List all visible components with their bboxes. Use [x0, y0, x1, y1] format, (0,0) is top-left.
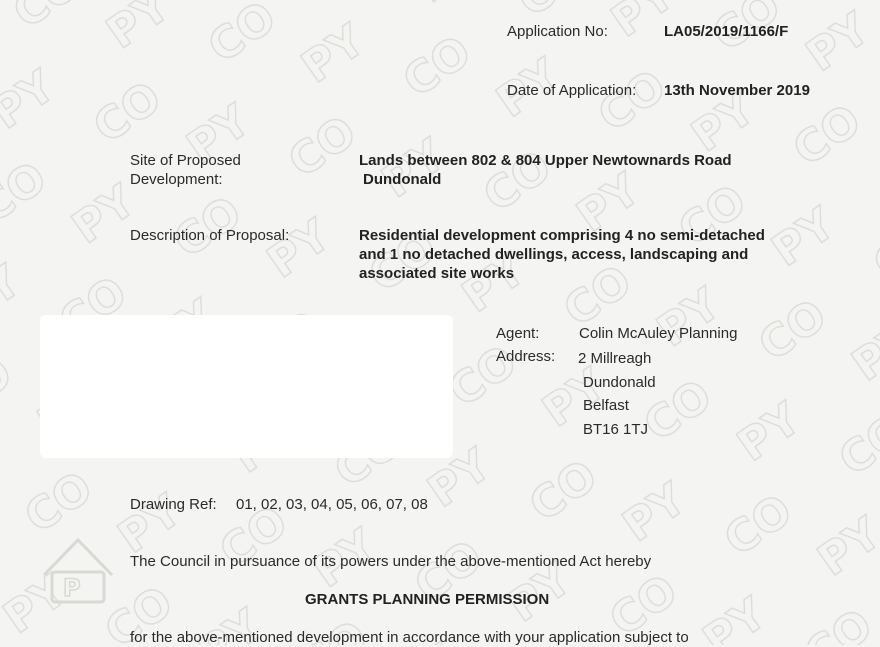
application-no-value: LA05/2019/1166/F	[664, 23, 789, 40]
address-value	[578, 347, 656, 441]
date-of-application-value: 13th November 2019	[664, 82, 810, 99]
proposal-line: and 1 no detached dwellings, access, landscaping and	[359, 246, 749, 263]
agent-value: Colin McAuley Planning	[579, 325, 738, 342]
application-no-label: Application No:	[507, 23, 608, 40]
address-line: Belfast	[583, 397, 629, 414]
site-label-line: Site of Proposed	[130, 152, 241, 169]
redacted-applicant-box	[40, 315, 453, 458]
drawing-ref-label: Drawing Ref:	[130, 496, 217, 513]
site-value-line: Lands between 802 & 804 Upper Newtownards Road	[359, 152, 732, 169]
date-of-application-label: Date of Application:	[507, 82, 637, 99]
site-value-line: Dundonald	[363, 171, 442, 188]
address-line: Dundonald	[583, 373, 656, 391]
proposal-line: associated site works	[359, 265, 515, 282]
proposal-line: Residential development comprising 4 no semi-detached	[359, 227, 765, 244]
address-line: BT16 1TJ	[583, 420, 649, 438]
site-label	[130, 151, 241, 189]
address-label: Address:	[496, 348, 556, 365]
intro-paragraph: The Council in pursuance of its powers under the above-mentioned Act hereby	[130, 553, 652, 570]
address-line: 2 Millreagh	[578, 350, 652, 367]
agent-label: Agent:	[496, 325, 540, 342]
drawing-ref-value: 01, 02, 03, 04, 05, 06, 07, 08	[236, 496, 428, 513]
proposal-description	[359, 226, 765, 283]
grants-planning-permission-heading: GRANTS PLANNING PERMISSION	[305, 591, 550, 608]
follow-paragraph: for the above-mentioned development in accordance with your application subject to	[130, 629, 689, 646]
svg-text:P: P	[63, 574, 81, 602]
site-label-line: Development:	[130, 171, 223, 188]
proposal-label: Description of Proposal:	[130, 227, 290, 244]
site-value	[359, 151, 732, 189]
